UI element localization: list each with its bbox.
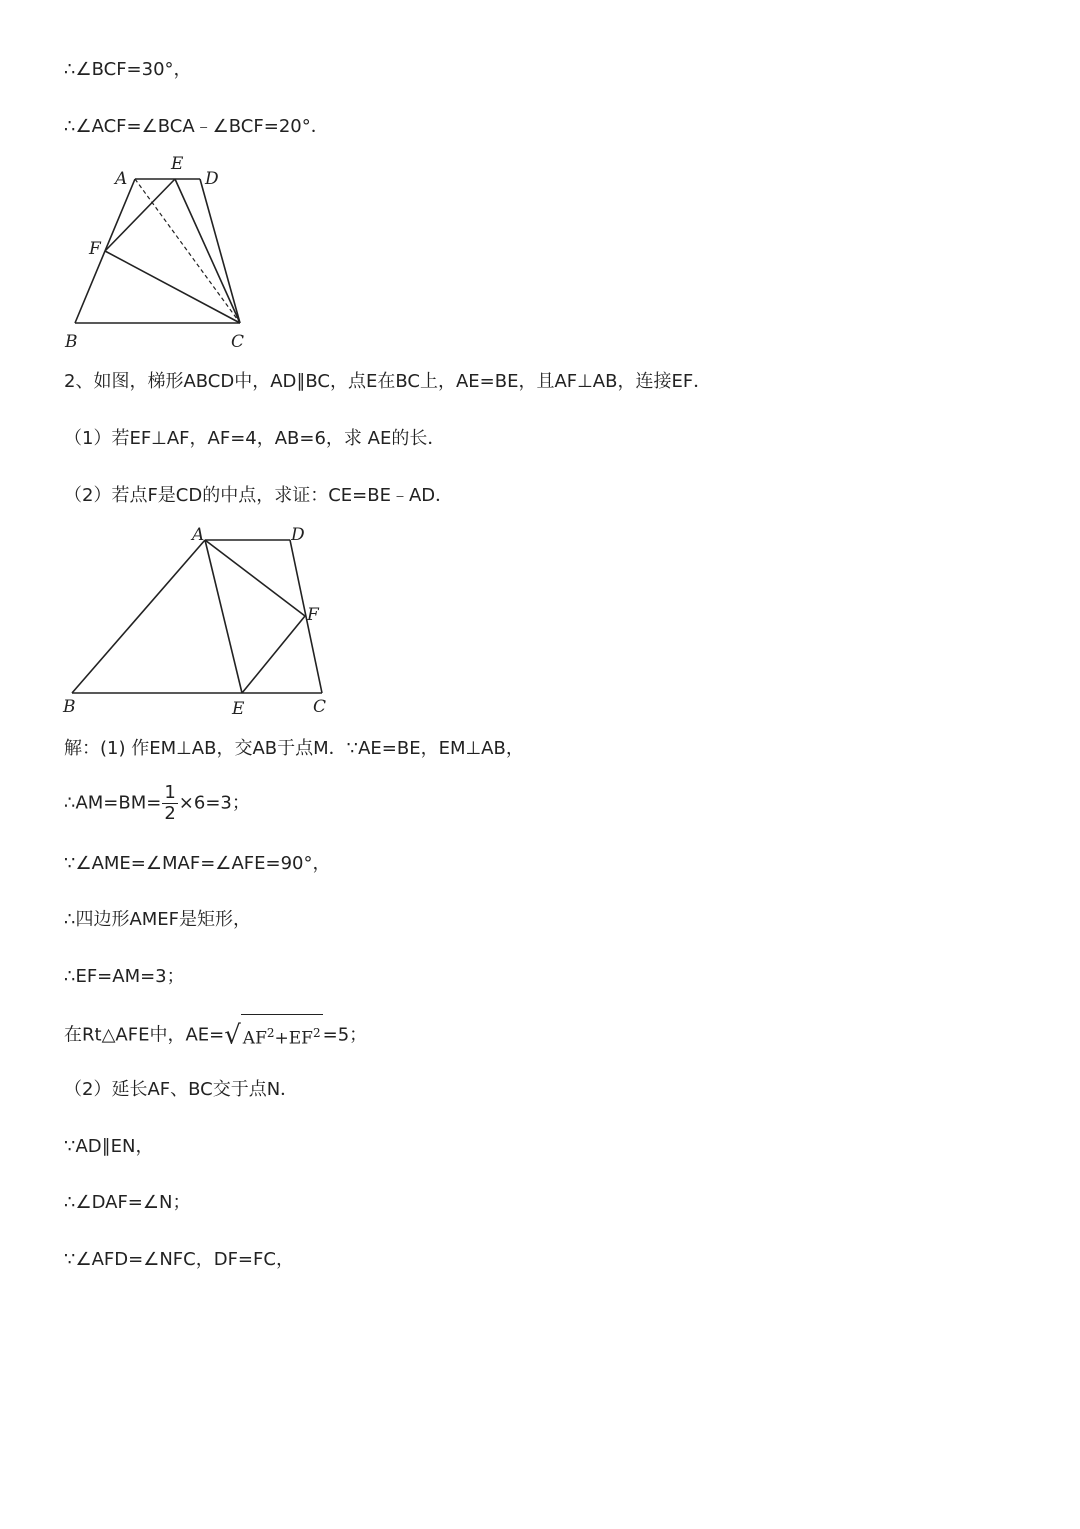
vertex-label-d: D bbox=[205, 169, 219, 189]
text-line: ∴∠BCF=30°， bbox=[64, 59, 192, 80]
solution-line: ∴∠DAF=∠N； bbox=[64, 1192, 191, 1213]
solution-line-fraction bbox=[64, 783, 250, 824]
vertex-label-e: E bbox=[171, 154, 184, 174]
sqrt-prefix: 在Rt△AFE中，AE= bbox=[64, 1024, 225, 1046]
radicand: $AF^2+EF^2$ bbox=[241, 1014, 323, 1057]
problem-part-1: （1）若EF⊥AF，AF=4，AB=6，求 AE的长． bbox=[64, 428, 446, 449]
fraction bbox=[162, 783, 177, 824]
fraction-numerator: 1 bbox=[164, 782, 176, 803]
figure-2 bbox=[55, 520, 345, 720]
vertex-label-a: A bbox=[115, 169, 128, 189]
vertex-label-c: C bbox=[231, 332, 245, 352]
radical-icon: √ bbox=[224, 1020, 241, 1051]
fraction-suffix: ×6=3； bbox=[178, 792, 250, 814]
vertex-label-b: B bbox=[63, 697, 76, 717]
vertex-label-f: F bbox=[307, 605, 319, 625]
solution-line: 解：(1) 作EM⊥AB，交AB于点M．∵AE=BE，EM⊥AB， bbox=[64, 738, 524, 759]
text-line: ∴∠ACF=∠BCA﹣∠BCF=20°． bbox=[64, 116, 329, 137]
vertex-label-f: F bbox=[89, 239, 101, 259]
fraction-prefix: ∴AM=BM= bbox=[64, 792, 162, 814]
solution-line: ∵∠AME=∠MAF=∠AFE=90°， bbox=[64, 853, 331, 874]
vertex-label-b: B bbox=[65, 332, 78, 352]
solution-line: ∵AD∥EN， bbox=[64, 1136, 154, 1157]
solution-line-sqrt bbox=[64, 1014, 367, 1057]
vertex-label-a: A bbox=[192, 525, 205, 545]
figure-1 bbox=[55, 150, 255, 360]
solution-line: ∵∠AFD=∠NFC，DF=FC， bbox=[64, 1249, 294, 1270]
fraction-denominator: 2 bbox=[164, 803, 176, 824]
sqrt-suffix: =5； bbox=[322, 1024, 368, 1046]
problem-part-2: （2）若点F是CD的中点，求证：CE=BE﹣AD． bbox=[64, 485, 454, 506]
solution-line: （2）延长AF、BC交于点N． bbox=[64, 1079, 299, 1100]
solution-line: ∴四边形AMEF是矩形， bbox=[64, 909, 252, 930]
problem-title: 2、如图，梯形ABCD中，AD∥BC，点E在BC上，AE=BE，且AF⊥AB，连接EF． bbox=[64, 371, 712, 392]
vertex-label-d: D bbox=[291, 525, 305, 545]
vertex-label-c: C bbox=[313, 697, 327, 717]
sqrt-expression bbox=[224, 1014, 322, 1057]
vertex-label-e: E bbox=[232, 699, 245, 719]
solution-line: ∴EF=AM=3； bbox=[64, 966, 185, 987]
